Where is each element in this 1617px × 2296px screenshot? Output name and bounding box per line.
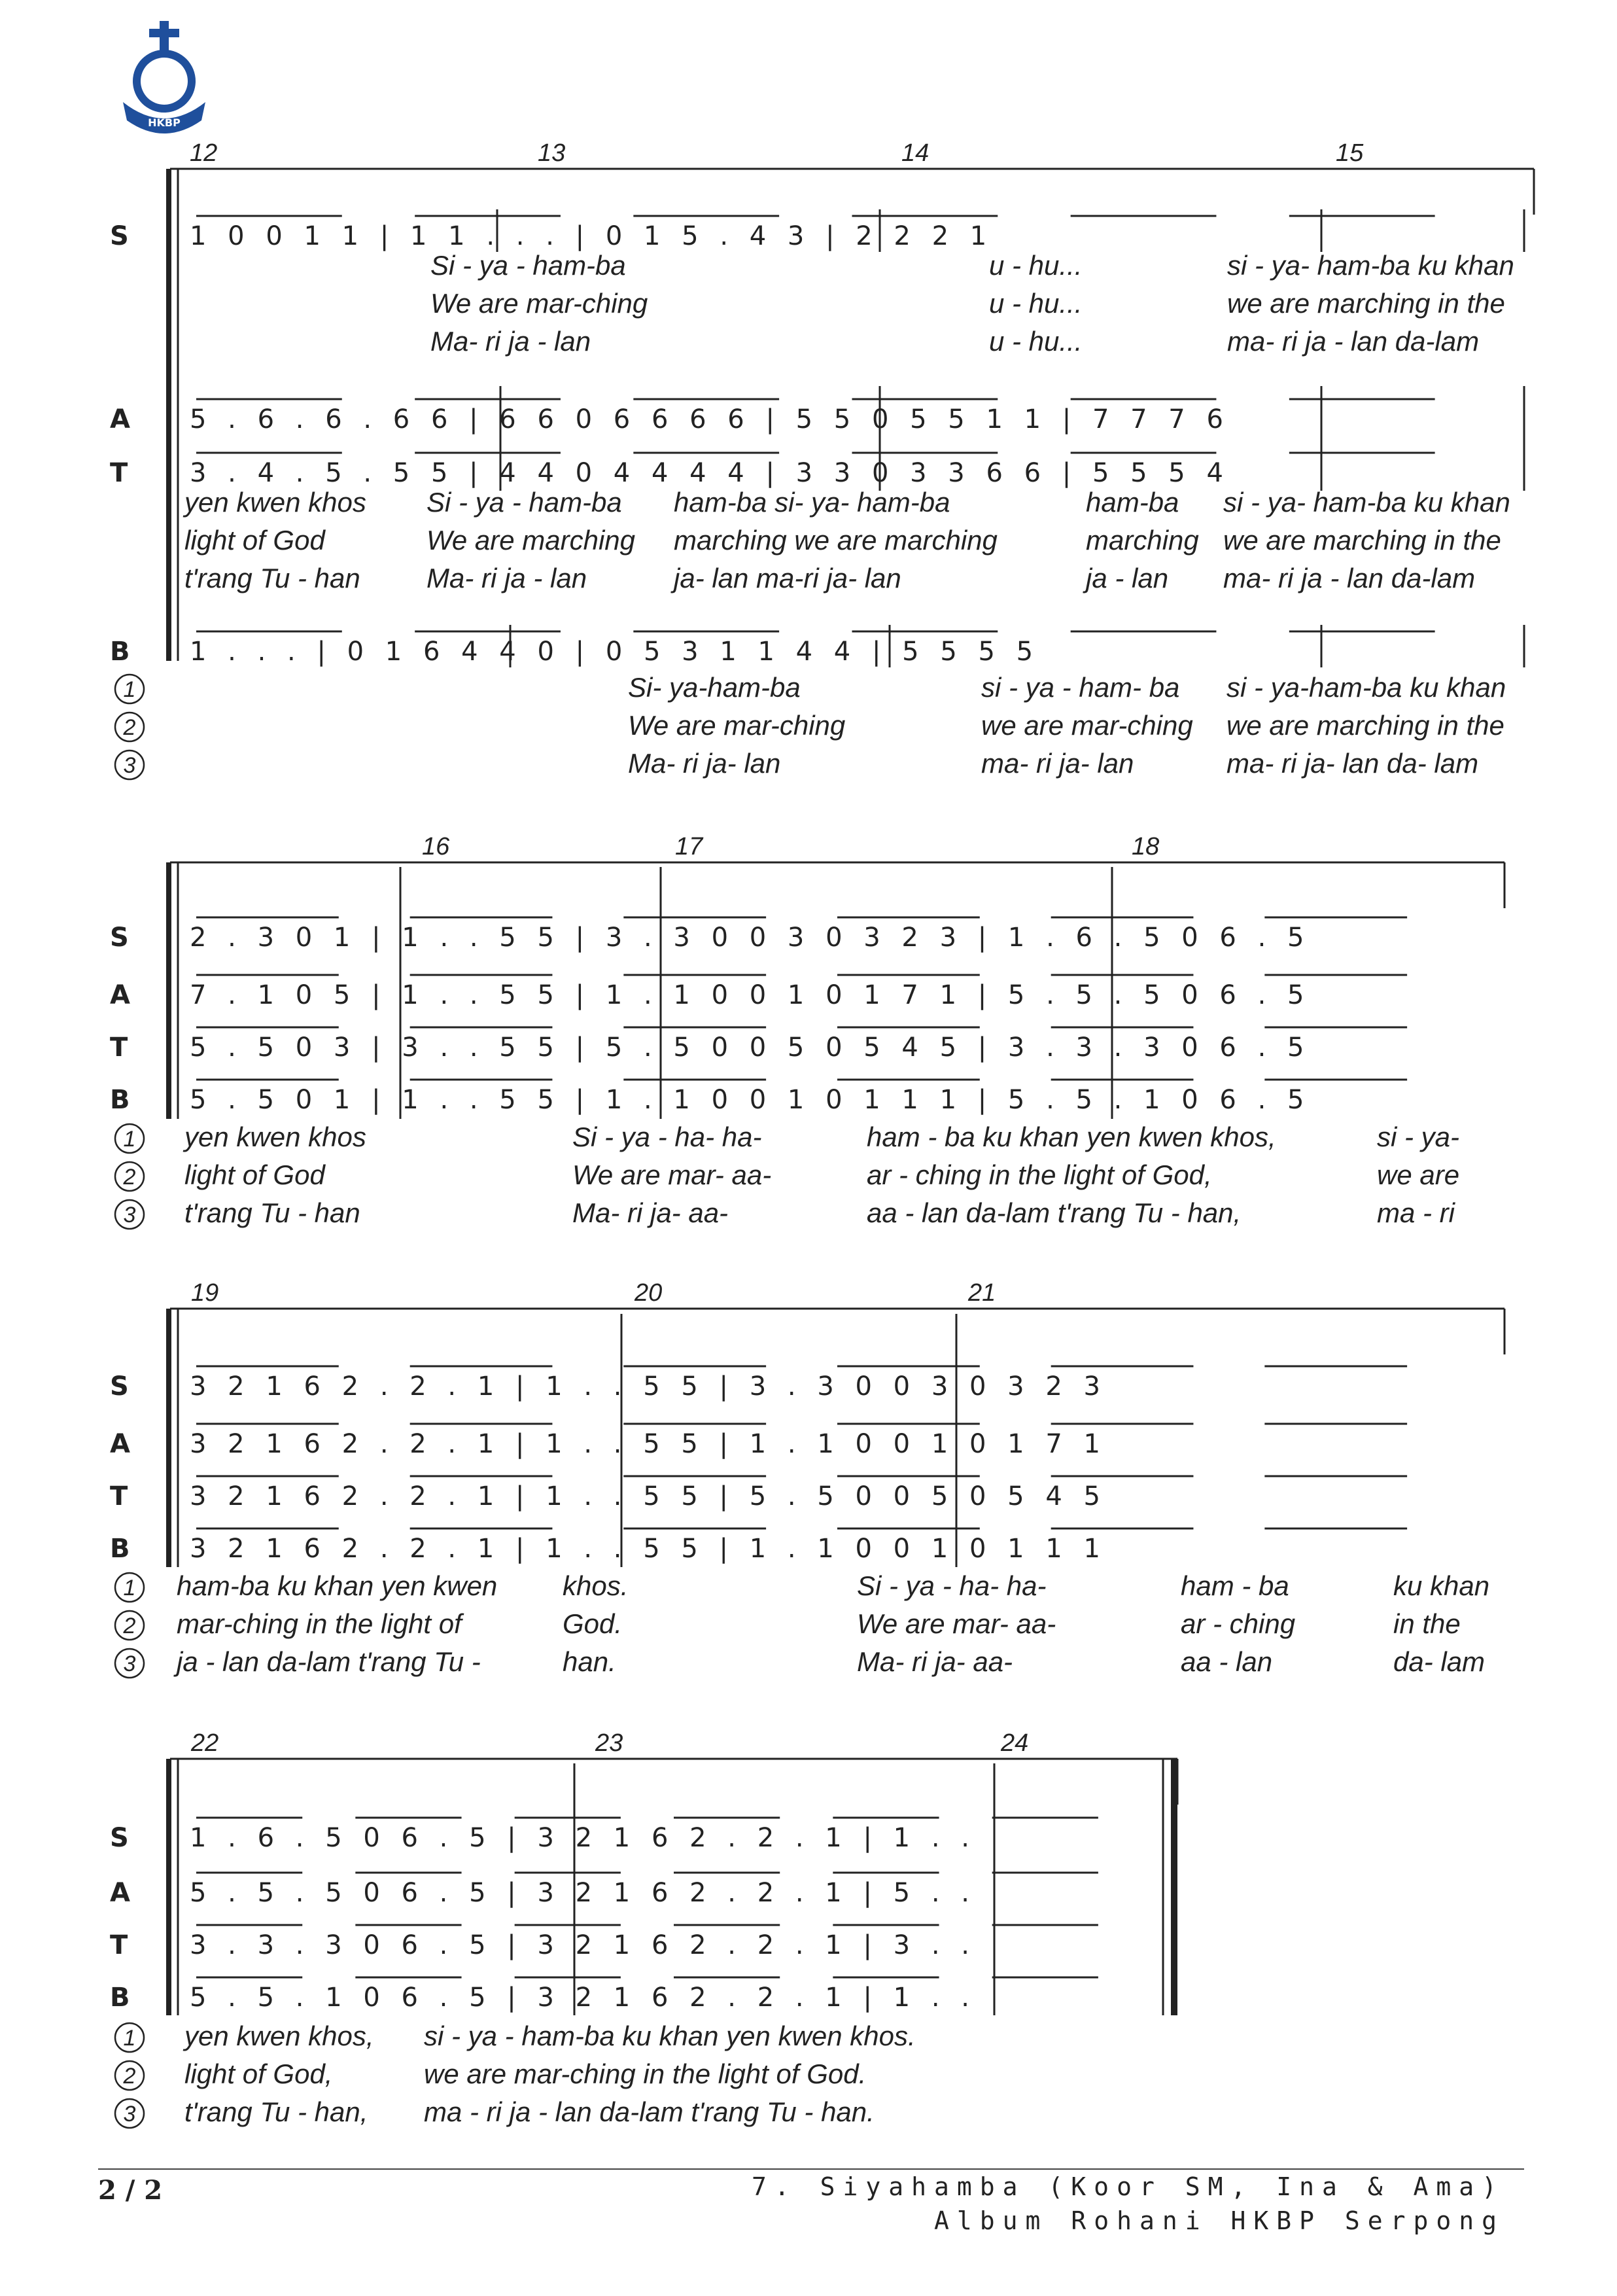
verse-number: 2 (123, 2064, 136, 2089)
lyric-syllables: Ma- ri ja- aa- (572, 1197, 729, 1228)
lyric-syllables: we are mar-ching in the light of God. (424, 2058, 867, 2089)
notation-row-s: 1 0 0 1 1 | 1 1 . . . | 0 1 5 . 4 3 | 2 2 2 1 (190, 221, 994, 251)
notation-row-b: 5 . 5 . 1 0 6 . 5 | 3 2 1 6 2 . 2 . 1 | 1 . . (190, 1983, 976, 2013)
lyric-syllables: u - hu... (989, 250, 1083, 281)
notation-row-s: 3 2 1 6 2 . 2 . 1 | 1 . . 5 5 | 3 . 3 0 0 3 0 3 2 3 (190, 1371, 1107, 1402)
lyric-syllables: We are marching (426, 525, 636, 556)
lyric-syllables: Si - ya - ham-ba (430, 250, 626, 281)
lyric-syllables: we are marching in the (1227, 288, 1505, 319)
lyric-syllables: ma- ri ja - lan da-lam (1223, 563, 1476, 593)
lyric-syllables: ham-ba (1086, 487, 1179, 518)
verse-number: 2 (123, 715, 136, 740)
notation-row-a: 7 . 1 0 5 | 1 . . 5 5 | 1 . 1 0 0 1 0 1 7 1 | 5 . 5 . 5 0 6 . 5 (190, 980, 1311, 1010)
footer-song-title: 7. Siyahamba (Koor SM, Ina & Ama) (752, 2172, 1504, 2201)
lyric-syllables: Ma- ri ja - lan (426, 563, 587, 593)
system-start-barline (166, 1759, 171, 2015)
page-number: 2 / 2 (98, 2175, 163, 2206)
lyric-syllables: in the (1393, 1608, 1461, 1639)
lyric-syllables: Ma- ri ja- lan (628, 748, 781, 779)
part-label-t: T (110, 1481, 128, 1511)
lyric-syllables: ma - ri ja - lan da-lam t'rang Tu - han. (424, 2096, 875, 2127)
notation-row-b: 5 . 5 0 1 | 1 . . 5 5 | 1 . 1 0 0 1 0 1 1 1 | 5 . 5 . 1 0 6 . 5 (190, 1085, 1311, 1115)
notation-row-t: 5 . 5 0 3 | 3 . . 5 5 | 5 . 5 0 0 5 0 5 4 5 | 3 . 3 . 3 0 6 . 5 (190, 1033, 1311, 1063)
lyric-syllables: ja - lan da-lam t'rang Tu - (177, 1646, 481, 1677)
footer-album-title: Album Rohani HKBP Serpong (934, 2206, 1504, 2235)
lyric-syllables: we are marching in the (1223, 525, 1501, 556)
lyric-syllables: t'rang Tu - han (184, 1197, 360, 1228)
notation-row-b: 3 2 1 6 2 . 2 . 1 | 1 . . 5 5 | 1 . 1 0 0 1 0 1 1 1 (190, 1534, 1107, 1564)
notation-row-t: 3 . 3 . 3 0 6 . 5 | 3 2 1 6 2 . 2 . 1 | 3 . . (190, 1930, 976, 1960)
measure-number: 17 (675, 833, 703, 860)
lyric-syllables: ja - lan (1086, 563, 1169, 593)
lyric-syllables: God. (563, 1608, 623, 1639)
part-label-b: B (110, 1983, 130, 2013)
measure-number: 23 (595, 1729, 623, 1757)
system-start-barline (166, 862, 171, 1119)
measure-number: 13 (538, 139, 566, 167)
lyric-syllables: ja- lan ma-ri ja- lan (674, 563, 901, 593)
lyric-syllables: we are marching in the (1226, 710, 1504, 741)
lyric-syllables: ma- ri ja- lan (981, 748, 1134, 779)
lyric-syllables: han. (563, 1646, 616, 1677)
lyric-syllables: si - ya-ham-ba ku khan (1226, 672, 1506, 703)
measure-number: 14 (901, 139, 930, 167)
verse-number: 3 (123, 1651, 136, 1676)
notation-row-a: 5 . 6 . 6 . 6 6 | 6 6 0 6 6 6 6 | 5 5 0 5 5 1 1 | 7 7 7 6 (190, 404, 1230, 434)
part-label-t: T (110, 1930, 128, 1960)
final-barline (1171, 1759, 1177, 2015)
verse-number: 1 (123, 2026, 136, 2051)
lyric-syllables: Si - ya - ha- ha- (572, 1122, 762, 1152)
lyric-syllables: ku khan (1393, 1570, 1490, 1601)
footer-divider (98, 2168, 1524, 2170)
lyric-syllables: si - ya- ham-ba ku khan (1223, 487, 1510, 518)
measure-number: 22 (191, 1729, 219, 1757)
measure-number: 19 (191, 1279, 219, 1307)
verse-number: 3 (123, 753, 136, 778)
lyric-syllables: ham-ba ku khan yen kwen (177, 1570, 498, 1601)
lyric-syllables: We are mar- aa- (857, 1608, 1056, 1639)
lyric-syllables: si - ya- (1377, 1122, 1459, 1152)
lyric-syllables: si - ya - ham- ba (981, 672, 1180, 703)
lyric-syllables: we are mar-ching (981, 710, 1193, 741)
lyric-syllables: ham-ba si- ya- ham-ba (674, 487, 950, 518)
verse-number: 1 (123, 1127, 136, 1152)
verse-number: 1 (123, 1576, 136, 1600)
lyric-syllables: aa - lan (1181, 1646, 1273, 1677)
lyric-syllables: mar-ching in the light of (177, 1608, 462, 1639)
measure-number: 15 (1336, 139, 1364, 167)
lyric-syllables: We are mar- aa- (572, 1159, 772, 1190)
measure-number: 18 (1132, 833, 1160, 860)
lyric-syllables: ma- ri ja- lan da- lam (1226, 748, 1479, 779)
system-start-barline (166, 1309, 171, 1567)
lyric-syllables: Si - ya - ham-ba (426, 487, 622, 518)
notation-row-a: 5 . 5 . 5 0 6 . 5 | 3 2 1 6 2 . 2 . 1 | 5 . . (190, 1878, 976, 1908)
notation-row-s: 1 . 6 . 5 0 6 . 5 | 3 2 1 6 2 . 2 . 1 | 1 . . (190, 1823, 976, 1853)
verse-number: 3 (123, 2102, 136, 2127)
lyric-syllables: da- lam (1393, 1646, 1486, 1677)
notation-row-t: 3 2 1 6 2 . 2 . 1 | 1 . . 5 5 | 5 . 5 0 0 5 0 5 4 5 (190, 1481, 1107, 1511)
lyric-syllables: marching we are marching (674, 525, 998, 556)
part-label-b: B (110, 1085, 130, 1115)
lyric-syllables: yen kwen khos (184, 1122, 366, 1152)
lyric-syllables: light of God (184, 525, 325, 556)
lyric-syllables: ar - ching (1181, 1608, 1296, 1639)
lyric-syllables: We are mar-ching (430, 288, 648, 319)
lyric-syllables: t'rang Tu - han, (184, 2096, 368, 2127)
lyric-syllables: Ma- ri ja- aa- (857, 1646, 1013, 1677)
part-label-a: A (110, 1878, 130, 1908)
part-label-s: S (110, 1371, 129, 1402)
lyric-syllables: si - ya- ham-ba ku khan (1227, 250, 1514, 281)
part-label-b: B (110, 1534, 130, 1564)
lyric-syllables: u - hu... (989, 288, 1083, 319)
lyric-syllables: ar - ching in the light of God, (867, 1159, 1212, 1190)
lyric-syllables: Ma- ri ja - lan (430, 326, 591, 357)
lyric-syllables: ham - ba ku khan yen kwen khos, (867, 1122, 1276, 1152)
part-label-s: S (110, 923, 129, 953)
lyric-syllables: khos. (563, 1570, 629, 1601)
verse-number: 1 (123, 677, 136, 702)
lyric-syllables: yen kwen khos, (184, 2021, 374, 2051)
logo-label: HKBP (148, 116, 181, 129)
part-label-b: B (110, 637, 130, 667)
measure-number: 24 (1001, 1729, 1029, 1757)
lyric-syllables: ma- ri ja - lan da-lam (1227, 326, 1480, 357)
lyric-syllables: light of God, (184, 2058, 333, 2089)
lyric-syllables: si - ya - ham-ba ku khan yen kwen khos. (424, 2021, 916, 2051)
verse-number: 2 (123, 1614, 136, 1638)
part-label-s: S (110, 221, 129, 251)
lyric-syllables: Si- ya-ham-ba (628, 672, 801, 703)
lyric-syllables: Si - ya - ha- ha- (857, 1570, 1047, 1601)
part-label-t: T (110, 458, 128, 488)
measure-number: 21 (968, 1279, 996, 1307)
notation-row-t: 3 . 4 . 5 . 5 5 | 4 4 0 4 4 4 4 | 3 3 0 3 3 6 6 | 5 5 5 4 (190, 458, 1230, 488)
measure-number: 20 (635, 1279, 663, 1307)
lyric-syllables: aa - lan da-lam t'rang Tu - han, (867, 1197, 1242, 1228)
part-label-a: A (110, 404, 130, 434)
system-start-barline (166, 169, 171, 661)
lyric-syllables: ham - ba (1181, 1570, 1289, 1601)
lyric-syllables: We are mar-ching (628, 710, 846, 741)
lyric-syllables: we are (1377, 1159, 1460, 1190)
measure-number: 16 (422, 833, 450, 860)
notation-row-a: 3 2 1 6 2 . 2 . 1 | 1 . . 5 5 | 1 . 1 0 0 1 0 1 7 1 (190, 1429, 1107, 1459)
notation-row-s: 2 . 3 0 1 | 1 . . 5 5 | 3 . 3 0 0 3 0 3 2 3 | 1 . 6 . 5 0 6 . 5 (190, 923, 1311, 953)
part-label-a: A (110, 1429, 130, 1459)
lyric-syllables: ma - ri (1377, 1197, 1455, 1228)
notation-row-b: 1 . . . | 0 1 6 4 4 0 | 0 5 3 1 1 4 4 | 5 5 5 5 (190, 637, 1040, 667)
verse-number: 2 (123, 1165, 136, 1190)
part-label-s: S (110, 1823, 129, 1853)
lyric-syllables: marching (1086, 525, 1199, 556)
verse-number: 3 (123, 1203, 136, 1227)
part-label-t: T (110, 1033, 128, 1063)
lyric-syllables: t'rang Tu - han (184, 563, 360, 593)
lyric-syllables: u - hu... (989, 326, 1083, 357)
measure-number: 12 (190, 139, 218, 167)
lyric-syllables: yen kwen khos (184, 487, 366, 518)
part-label-a: A (110, 980, 130, 1010)
lyric-syllables: light of God (184, 1159, 325, 1190)
